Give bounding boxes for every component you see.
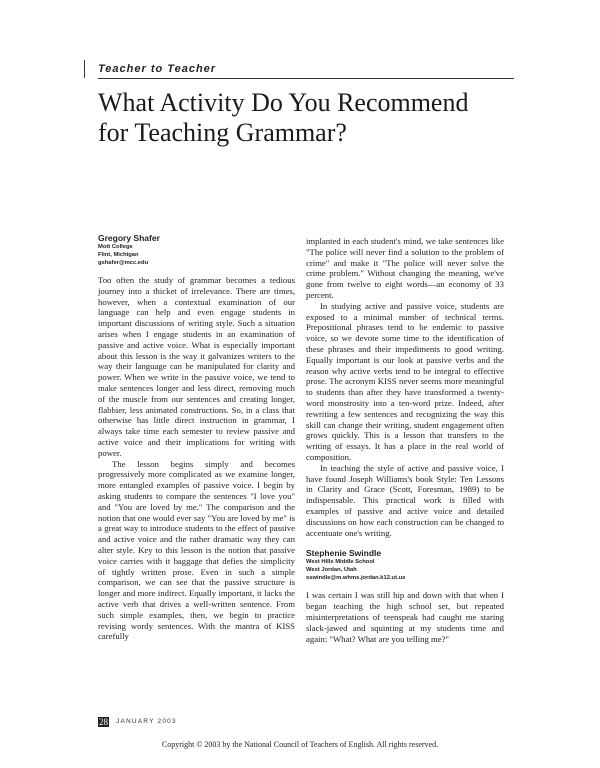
author-email: sswindle@m.whms.jordan.k12.ut.us	[306, 575, 406, 582]
title-line-1: What Activity Do You Recommend	[98, 88, 469, 117]
issue-date: JANUARY 2003	[116, 718, 177, 725]
paragraph: I was certain I was still hip and down with that when I began teaching the high school set, but repeated misinterpretations of teenspeak had caught me staring slack-jawed and squinting at my students time and again: "What? What are you telling me?"	[306, 590, 504, 644]
page-number: 28	[99, 717, 108, 727]
author-name: Gregory Shafer	[98, 233, 160, 243]
paragraph: Too often the study of grammar becomes a tedious journey into a thicket of irrelevance. There are times, however, when a contextual examination of our language can help and even engage students in important discussions of writing style. Such a situation arises when I engage students in an examination of passive and active voice. What is especially important about this lesson is the way it galvanizes writers to the way their language can be manipulated for clarity and power. When we write in the passive voice, we tend to make sentences longer and less direct, removing much of the muscle from our sentences and creating longer, flabbier, less animated constructions. So, in a class that otherwise has little direct instruction in grammar, I always take time each semester to review passive and active voice and their implications for writing with power.	[98, 275, 295, 458]
header-side-rule	[84, 60, 85, 78]
paragraph: implanted in each student's mind, we take sentences like "The police will never find a solution to the problem of crime" and make it "The police will never solve the crime problem." Without changing the meaning, we've gone from twelve to eight words—an economy of 33 percent.	[306, 236, 504, 300]
author-location: West Jordan, Utah	[306, 567, 357, 574]
paragraph: The lesson begins simply and becomes progressively more complicated as we examine longer, more entangled examples of passive voice. I begin by asking students to compare the sentences "I love you" and "You are loved by me." The comparison and the notion that one would ever say "You are loved by me" is a great way to introduce students to the effect of passive and active voice and the rather dramatic way they can alter style. Key to this lesson is the notion that passive voice carries with it baggage that defies the simplicity of tightly written prose. Even in such a simple comparison, we can see that the passive structure is longer and more indirect. Equally important, it lacks the active verb that drives a well-written sentence. From such simple examples, then, we begin to practice revising wordy sentences. With the mantra of KISS carefully	[98, 458, 295, 642]
paragraph: In teaching the style of active and passive voice, I have found Joseph Williams's book Style: Ten Lessons in Clarity and Grace (Scott, Foresman, 1989) to be indispensable. This practical work is filled with examples of passive and active voice and detailed discussions on how each construction can be changed to accentuate one's writing.	[306, 462, 504, 538]
paragraph: In studying active and passive voice, students are exposed to a minimal number of technical terms. Prepositional phrases tend to be endemic to passive voice, so we devote some time to the identification of these phrases and their impediments to good writing. Equally important is our look at passive verbs and the reason why active verbs tend to be integral to effective prose. The acronym KISS never seems more meaningful to students than after they have transformed a twenty-word monstrosity into a ten-word prize. Indeed, after rewriting a few sentences and recognizing the way this skill can change their writing, student engagement often grows quickly. This is a lesson that transfers to the writing of essays. It has a place in the real world of composition.	[306, 300, 504, 462]
header-rule	[98, 78, 514, 79]
right-column	[306, 236, 504, 644]
title-line-2: for Teaching Grammar?	[98, 118, 347, 147]
left-column	[98, 233, 295, 642]
copyright-notice: Copyright © 2003 by the National Council of Teachers of English. All rights reserved.	[161, 740, 439, 749]
author-location: Flint, Michigan	[98, 252, 139, 258]
author-email: gshafer@mcc.edu	[98, 260, 149, 266]
author-name: Stephenie Swindle	[306, 548, 382, 559]
section-header: Teacher to Teacher	[98, 63, 217, 75]
author-school: West Hills Middle School	[306, 559, 375, 566]
article-title	[98, 88, 518, 148]
author-college: Mott College	[98, 244, 133, 250]
